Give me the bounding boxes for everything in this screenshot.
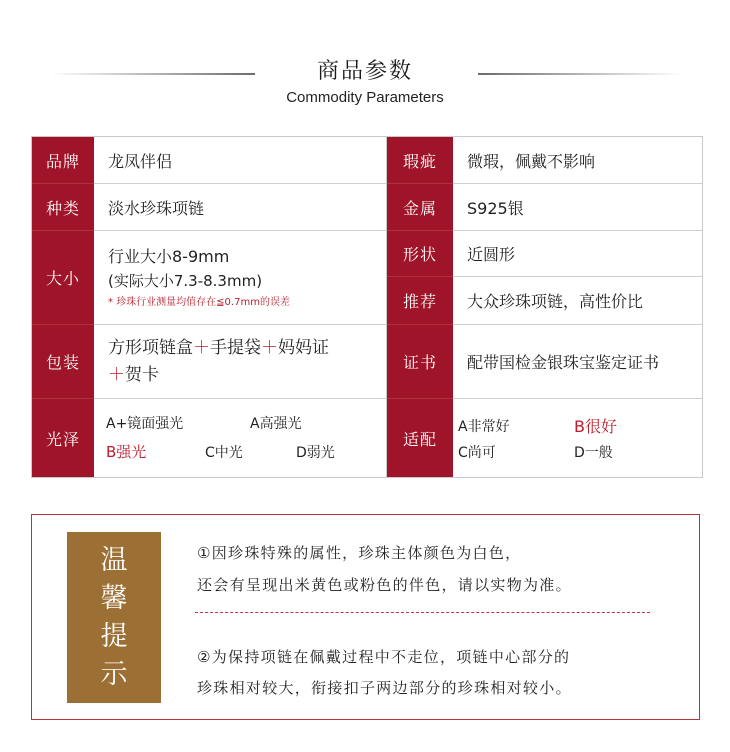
fit-option-b-selected: B很好 bbox=[574, 417, 617, 436]
value-flaw: 微瑕，佩戴不影响 bbox=[467, 151, 596, 171]
size-actual: (实际大小7.3-8.3mm) bbox=[108, 271, 263, 290]
tip-2-line-2: 珍珠相对较大，衔接扣子两边部分的珍珠相对较小。 bbox=[197, 679, 572, 697]
value-package bbox=[94, 324, 386, 398]
tip-1-line-2: 还会有呈现出米黄色或粉色的伴色，请以实物为准。 bbox=[197, 576, 572, 594]
title-rule-right bbox=[478, 73, 683, 75]
title-rule-left bbox=[50, 73, 255, 75]
params-table bbox=[31, 136, 703, 478]
plus-sign: ＋ bbox=[108, 364, 125, 385]
label-recommend: 推荐 bbox=[387, 276, 453, 324]
luster-option-a: A高强光 bbox=[250, 416, 302, 432]
page-title-en: Commodity Parameters bbox=[286, 89, 444, 106]
page-title-cn: 商品参数 bbox=[316, 59, 413, 84]
fit-option-a: A非常好 bbox=[458, 419, 510, 435]
package-bag: 手提袋 bbox=[210, 338, 261, 359]
tip-1-line-1: ①因珍珠特殊的属性，珍珠主体颜色为白色， bbox=[197, 544, 522, 562]
tips-title-char: 示 bbox=[100, 658, 128, 690]
value-type: 淡水珍珠项链 bbox=[94, 183, 386, 230]
label-shape: 形状 bbox=[387, 230, 453, 276]
size-industry: 行业大小8-9mm bbox=[108, 246, 230, 266]
label-flaw: 瑕疵 bbox=[387, 137, 453, 183]
fit-option-c: C尚可 bbox=[458, 445, 496, 461]
value-brand: 龙凤伴侣 bbox=[108, 151, 173, 171]
tips-title-char: 馨 bbox=[100, 582, 128, 614]
label-luster: 光泽 bbox=[32, 398, 94, 477]
tips-panel bbox=[31, 514, 700, 720]
package-line-2 bbox=[108, 362, 159, 388]
value-recommend: 大众珍珠项链，高性价比 bbox=[453, 276, 702, 324]
tips-divider bbox=[195, 612, 650, 613]
tip-2-line-1: ②为保持项链在佩戴过程中不走位，项链中心部分的 bbox=[197, 648, 571, 666]
tips-title-char: 温 bbox=[100, 544, 128, 576]
value-size bbox=[94, 230, 386, 324]
label-brand: 品牌 bbox=[32, 137, 94, 183]
package-greeting-card: 贺卡 bbox=[125, 364, 159, 385]
luster-option-b-selected: B强光 bbox=[106, 443, 147, 461]
label-fit: 适配 bbox=[387, 398, 453, 477]
value-metal: S925银 bbox=[453, 183, 702, 230]
fit-option-d: D一般 bbox=[574, 445, 613, 461]
luster-option-a-plus: A+镜面强光 bbox=[106, 416, 184, 432]
plus-sign: ＋ bbox=[261, 338, 278, 359]
package-box: 方形项链盒 bbox=[108, 338, 193, 359]
label-certificate: 证书 bbox=[387, 324, 453, 398]
package-card-mom: 妈妈证 bbox=[278, 338, 329, 359]
luster-option-d: D弱光 bbox=[296, 445, 335, 461]
tips-title-char: 提 bbox=[100, 620, 128, 652]
value-fit bbox=[453, 398, 702, 477]
label-metal: 金属 bbox=[387, 183, 453, 230]
package-line-1 bbox=[108, 335, 329, 361]
label-type: 种类 bbox=[32, 183, 94, 230]
value-certificate: 配带国检金银珠宝鉴定证书 bbox=[453, 324, 702, 398]
plus-sign: ＋ bbox=[193, 338, 210, 359]
value-luster bbox=[94, 398, 386, 477]
size-note: * 珍珠行业测量均值存在≦0.7mm的误差 bbox=[108, 296, 290, 308]
value-shape: 近圆形 bbox=[453, 230, 702, 276]
tips-title-box bbox=[67, 532, 161, 703]
label-package: 包装 bbox=[32, 324, 94, 398]
column-divider bbox=[386, 137, 387, 477]
label-size: 大小 bbox=[32, 230, 94, 324]
luster-option-c: C中光 bbox=[205, 445, 243, 461]
